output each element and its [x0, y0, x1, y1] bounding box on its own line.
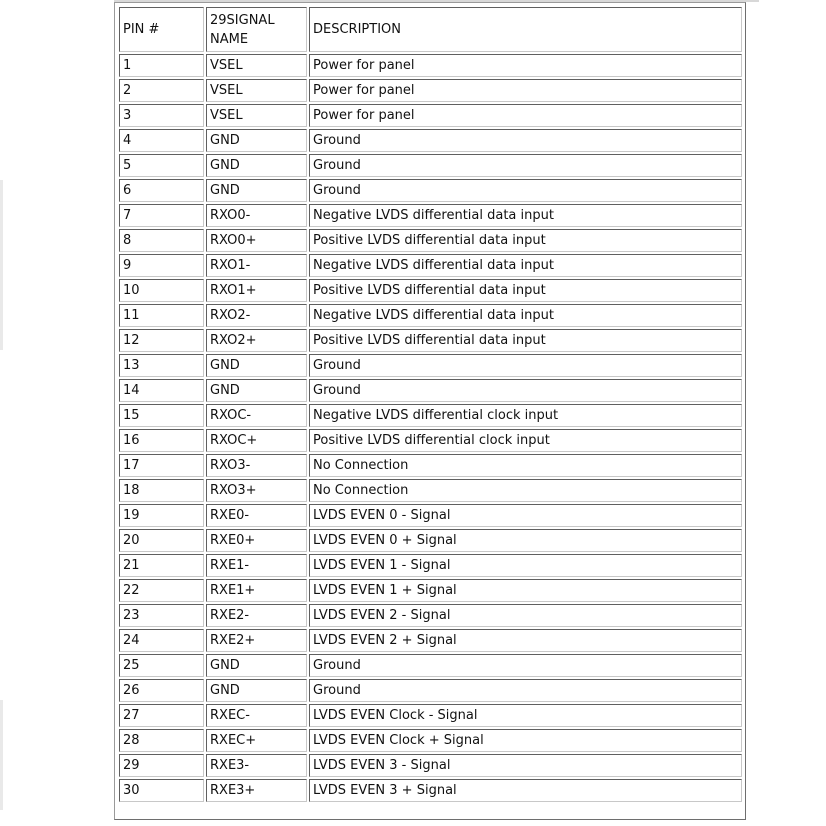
signal-name-cell: RXO1-	[206, 254, 307, 277]
pin-number-cell: 12	[119, 329, 204, 352]
table-row	[119, 529, 742, 552]
description-cell: Negative LVDS differential data input	[309, 254, 742, 277]
pin-number-cell: 21	[119, 554, 204, 577]
pin-number-cell: 17	[119, 454, 204, 477]
pin-number-cell: 4	[119, 129, 204, 152]
table-row	[119, 729, 742, 752]
pin-number-cell: 3	[119, 104, 204, 127]
description-cell: Positive LVDS differential data input	[309, 279, 742, 302]
pin-number-cell: 9	[119, 254, 204, 277]
table-row	[119, 654, 742, 677]
pin-number-cell: 20	[119, 529, 204, 552]
table-row	[119, 404, 742, 427]
description-cell: LVDS EVEN 1 + Signal	[309, 579, 742, 602]
signal-name-cell: RXE2+	[206, 629, 307, 652]
scan-edge-mark	[0, 700, 3, 810]
signal-name-cell: RXE1+	[206, 579, 307, 602]
table-row	[119, 129, 742, 152]
description-cell: Ground	[309, 179, 742, 202]
table-row	[119, 704, 742, 727]
pin-number-cell: 25	[119, 654, 204, 677]
signal-name-cell: GND	[206, 129, 307, 152]
pin-number-cell: 28	[119, 729, 204, 752]
table-header-row	[119, 7, 742, 52]
table-row	[119, 354, 742, 377]
pin-number-cell: 19	[119, 504, 204, 527]
description-cell: LVDS EVEN 2 - Signal	[309, 604, 742, 627]
description-cell: LVDS EVEN 3 - Signal	[309, 754, 742, 777]
signal-name-cell: VSEL	[206, 79, 307, 102]
signal-name-cell: GND	[206, 179, 307, 202]
table-body	[119, 54, 742, 802]
description-cell: Positive LVDS differential data input	[309, 329, 742, 352]
pin-number-cell: 6	[119, 179, 204, 202]
pin-number-cell: 18	[119, 479, 204, 502]
signal-name-cell: RXE2-	[206, 604, 307, 627]
table-row	[119, 429, 742, 452]
description-cell: Power for panel	[309, 104, 742, 127]
scan-edge-mark	[0, 180, 3, 350]
pin-number-cell: 26	[119, 679, 204, 702]
description-cell: LVDS EVEN Clock + Signal	[309, 729, 742, 752]
table-row	[119, 454, 742, 477]
signal-name-cell: VSEL	[206, 54, 307, 77]
header-pin: PIN #	[119, 7, 204, 52]
pin-assignment-table	[117, 5, 744, 804]
description-cell: Power for panel	[309, 54, 742, 77]
signal-name-cell: RXO2+	[206, 329, 307, 352]
signal-name-cell: RXE0+	[206, 529, 307, 552]
description-cell: Negative LVDS differential clock input	[309, 404, 742, 427]
signal-name-cell: GND	[206, 379, 307, 402]
description-cell: Ground	[309, 379, 742, 402]
pin-number-cell: 22	[119, 579, 204, 602]
description-cell: LVDS EVEN 0 + Signal	[309, 529, 742, 552]
signal-name-cell: RXOC+	[206, 429, 307, 452]
signal-name-cell: RXE3-	[206, 754, 307, 777]
pin-number-cell: 16	[119, 429, 204, 452]
table-row	[119, 54, 742, 77]
signal-name-cell: RXO1+	[206, 279, 307, 302]
description-cell: LVDS EVEN 2 + Signal	[309, 629, 742, 652]
signal-name-cell: RXEC+	[206, 729, 307, 752]
table-row	[119, 179, 742, 202]
pin-number-cell: 7	[119, 204, 204, 227]
pin-number-cell: 27	[119, 704, 204, 727]
signal-name-cell: RXEC-	[206, 704, 307, 727]
signal-name-cell: RXO2-	[206, 304, 307, 327]
description-cell: LVDS EVEN Clock - Signal	[309, 704, 742, 727]
pin-number-cell: 10	[119, 279, 204, 302]
description-cell: Negative LVDS differential data input	[309, 204, 742, 227]
table-row	[119, 679, 742, 702]
description-cell: Ground	[309, 354, 742, 377]
signal-name-cell: GND	[206, 354, 307, 377]
description-cell: Power for panel	[309, 79, 742, 102]
signal-name-cell: RXOC-	[206, 404, 307, 427]
pin-number-cell: 14	[119, 379, 204, 402]
table-row	[119, 254, 742, 277]
signal-name-cell: RXO3-	[206, 454, 307, 477]
signal-name-cell: RXE1-	[206, 554, 307, 577]
signal-name-cell: GND	[206, 154, 307, 177]
pin-number-cell: 11	[119, 304, 204, 327]
signal-name-cell: RXO0-	[206, 204, 307, 227]
table-row	[119, 504, 742, 527]
table-row	[119, 629, 742, 652]
description-cell: Negative LVDS differential data input	[309, 304, 742, 327]
signal-name-cell: RXE3+	[206, 779, 307, 802]
table-row	[119, 229, 742, 252]
table-row	[119, 304, 742, 327]
header-description: DESCRIPTION	[309, 7, 742, 52]
pin-number-cell: 1	[119, 54, 204, 77]
table-row	[119, 479, 742, 502]
pin-number-cell: 15	[119, 404, 204, 427]
table-row	[119, 279, 742, 302]
pin-number-cell: 23	[119, 604, 204, 627]
table-row	[119, 154, 742, 177]
table-row	[119, 204, 742, 227]
table-row	[119, 329, 742, 352]
table-row	[119, 379, 742, 402]
table-row	[119, 554, 742, 577]
description-cell: Ground	[309, 154, 742, 177]
table-row	[119, 779, 742, 802]
pin-number-cell: 30	[119, 779, 204, 802]
signal-name-cell: RXO0+	[206, 229, 307, 252]
pin-number-cell: 29	[119, 754, 204, 777]
table-row	[119, 79, 742, 102]
description-cell: LVDS EVEN 0 - Signal	[309, 504, 742, 527]
pin-number-cell: 5	[119, 154, 204, 177]
description-cell: LVDS EVEN 3 + Signal	[309, 779, 742, 802]
table-row	[119, 579, 742, 602]
description-cell: Ground	[309, 679, 742, 702]
table-row	[119, 604, 742, 627]
pin-number-cell: 2	[119, 79, 204, 102]
description-cell: No Connection	[309, 479, 742, 502]
signal-name-cell: VSEL	[206, 104, 307, 127]
signal-name-cell: GND	[206, 679, 307, 702]
pin-number-cell: 8	[119, 229, 204, 252]
table-row	[119, 754, 742, 777]
header-signal-name: 29SIGNAL NAME	[206, 7, 307, 52]
description-cell: Positive LVDS differential data input	[309, 229, 742, 252]
signal-name-cell: RXE0-	[206, 504, 307, 527]
signal-name-cell: RXO3+	[206, 479, 307, 502]
pin-number-cell: 24	[119, 629, 204, 652]
description-cell: Ground	[309, 654, 742, 677]
description-cell: Positive LVDS differential clock input	[309, 429, 742, 452]
description-cell: No Connection	[309, 454, 742, 477]
pin-number-cell: 13	[119, 354, 204, 377]
signal-name-cell: GND	[206, 654, 307, 677]
description-cell: Ground	[309, 129, 742, 152]
table-row	[119, 104, 742, 127]
description-cell: LVDS EVEN 1 - Signal	[309, 554, 742, 577]
